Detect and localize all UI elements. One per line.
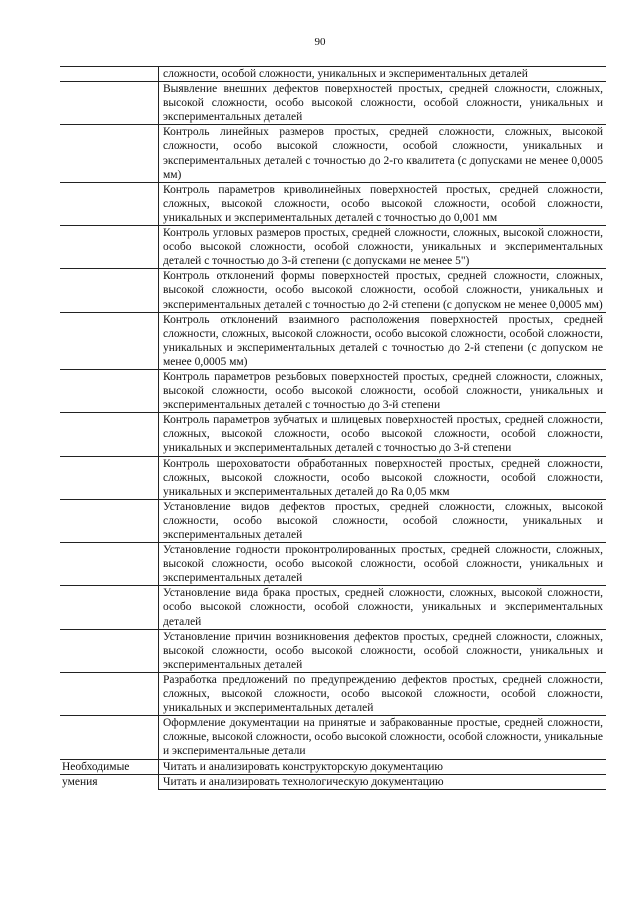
- table-row: [60, 66, 606, 82]
- row-label-empty: [60, 673, 158, 715]
- table-row: [60, 183, 606, 226]
- skills-label-line2: умения: [62, 775, 98, 788]
- table-row: [60, 457, 606, 500]
- row-text: Установление годности проконтролированных простых, средней сложности, сложных, высокой сложности, особо высокой сложности, особой сложности, уникальных и экспериментальных деталей: [158, 543, 606, 585]
- row-label-empty: [60, 67, 158, 81]
- row-text: Контроль отклонений взаимного расположения поверхностей простых, средней сложности, сложных, высокой сложности, особо высокой сложности, особой сложности, уникальных и экспериментальных деталей с точностью до 2-й степени (с допуском не менее 0,0005 мм): [158, 313, 606, 369]
- table-row: [60, 125, 606, 182]
- row-label-empty: [60, 370, 158, 412]
- row-label-empty: [60, 716, 158, 758]
- row-label-empty: [60, 500, 158, 542]
- row-label-empty: [60, 457, 158, 499]
- row-text: Контроль параметров резьбовых поверхностей простых, средней сложности, сложных, высокой сложности, особо высокой сложности, особой сложности, уникальных и экспериментальных деталей с точностью до 3-й степени: [158, 370, 606, 412]
- row-label-empty: [60, 630, 158, 672]
- row-label-empty: [60, 269, 158, 311]
- table-row: [60, 413, 606, 456]
- row-text: Разработка предложений по предупреждению дефектов простых, средней сложности, сложных, высокой сложности, особо высокой сложности, особой сложности, уникальных и экспериментальных деталей: [158, 673, 606, 715]
- skills-row: [60, 760, 606, 775]
- row-label-empty: [60, 413, 158, 455]
- skills-label: [60, 760, 158, 774]
- table-row: [60, 226, 606, 269]
- table-row: [60, 313, 606, 370]
- row-text: Оформление документации на принятые и забракованные простые, средней сложности, сложные, высокой сложности, особо высокой сложности, особой сложности, уникальные и экспериментальные детали: [158, 716, 606, 758]
- row-text: Контроль линейных размеров простых, средней сложности, сложных, высокой сложности, особо высокой сложности, особой сложности, уникальных и экспериментальных деталей с точностью до 2-го квалитета (с допусками не менее 0,0005 мм): [158, 125, 606, 181]
- table-row: [60, 586, 606, 629]
- row-label-empty: [60, 82, 158, 124]
- table-row: [60, 269, 606, 312]
- row-label-empty: [60, 313, 158, 369]
- row-label-empty: [60, 586, 158, 628]
- row-text: Установление видов дефектов простых, средней сложности, сложных, высокой сложности, особо высокой сложности, особой сложности, уникальных и экспериментальных деталей: [158, 500, 606, 542]
- row-text: Контроль шероховатости обработанных поверхностей простых, средней сложности, сложных, высокой сложности, особо высокой сложности, особой сложности, уникальных и экспериментальных деталей до Ra 0,05 мкм: [158, 457, 606, 499]
- table-row: [60, 716, 606, 759]
- skills-label-cont: [60, 775, 158, 790]
- row-text: Контроль параметров зубчатых и шлицевых поверхностей простых, средней сложности, сложных, высокой сложности, особо высокой сложности, особой сложности, уникальных и экспериментальных деталей с точностью до 3-й степени: [158, 413, 606, 455]
- row-label-empty: [60, 226, 158, 268]
- skill-text: Читать и анализировать конструкторскую документацию: [158, 760, 606, 774]
- skills-label-line1: Необходимые: [62, 760, 130, 773]
- row-text: Контроль отклонений формы поверхностей простых, средней сложности, сложных, высокой сложности, особо высокой сложности, особой сложности, уникальных и экспериментальных деталей с точностью до 2-й степени (с допуском не менее 0,0005 мм): [158, 269, 606, 311]
- row-label-empty: [60, 543, 158, 585]
- row-label-empty: [60, 183, 158, 225]
- table-row: [60, 370, 606, 413]
- row-text: Установление вида брака простых, средней сложности, сложных, высокой сложности, особо высокой сложности, особой сложности, уникальных и экспериментальных деталей: [158, 586, 606, 628]
- row-text: Контроль угловых размеров простых, средней сложности, сложных, высокой сложности, особо высокой сложности, особой сложности, уникальных и экспериментальных деталей с точностью до 3-й степени (с допусками не менее 5"): [158, 226, 606, 268]
- table-row: [60, 82, 606, 125]
- skill-text: Читать и анализировать технологическую документацию: [158, 775, 606, 790]
- requirements-table: [60, 66, 606, 790]
- page-number: 90: [314, 36, 326, 48]
- row-text: сложности, особой сложности, уникальных и экспериментальных деталей: [158, 67, 606, 81]
- table-row: [60, 543, 606, 586]
- table-row: [60, 500, 606, 543]
- table-row: [60, 673, 606, 716]
- row-label-empty: [60, 125, 158, 181]
- row-text: Контроль параметров криволинейных поверхностей простых, средней сложности, сложных, высокой сложности, особо высокой сложности, особой сложности, уникальных и экспериментальных деталей с точностью до 0,001 мм: [158, 183, 606, 225]
- row-text: Установление причин возникновения дефектов простых, средней сложности, сложных, высокой сложности, особо высокой сложности, особой сложности, уникальных и экспериментальных деталей: [158, 630, 606, 672]
- skills-row: [60, 775, 606, 790]
- row-text: Выявление внешних дефектов поверхностей простых, средней сложности, сложных, высокой сложности, особо высокой сложности, особой сложности, уникальных и экспериментальных деталей: [158, 82, 606, 124]
- table-row: [60, 630, 606, 673]
